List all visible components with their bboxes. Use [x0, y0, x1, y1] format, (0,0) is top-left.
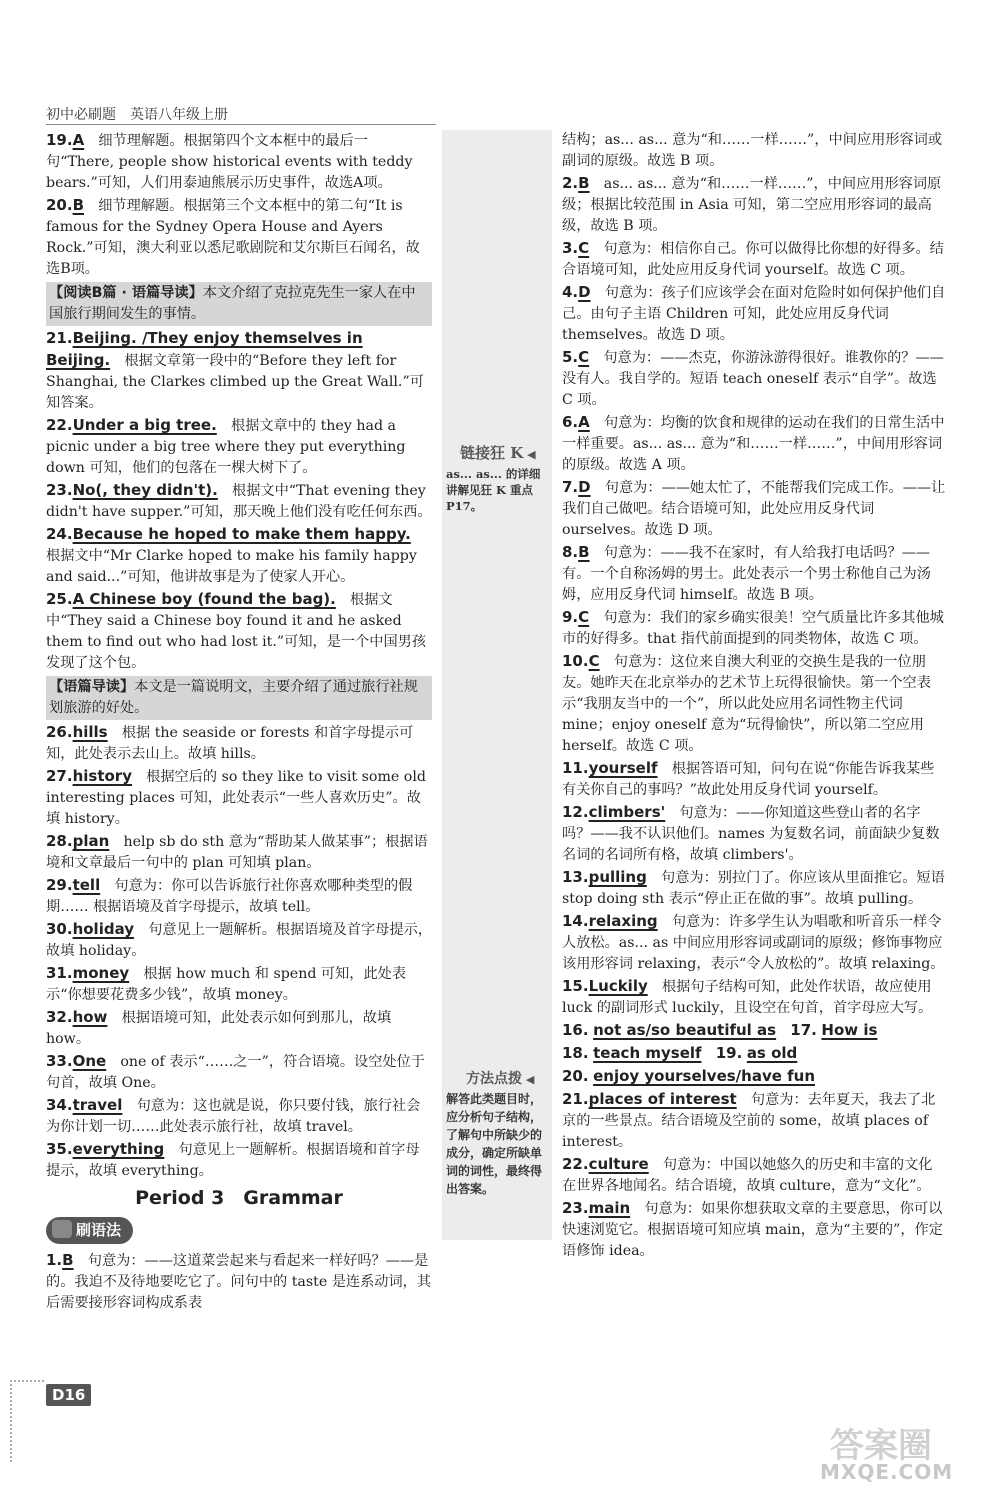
answer-entry: [46, 195, 432, 280]
side-tag-method: 方法点拨 ◀: [466, 1071, 535, 1087]
answer-key: hills: [72, 723, 108, 741]
answer-pair-row: [562, 1020, 946, 1042]
answer-entry: [562, 651, 946, 757]
answer-entry: [46, 1139, 432, 1182]
question-number: 4.: [562, 283, 579, 301]
answer-key: C: [578, 239, 590, 257]
explanation-text: 根据答语可知，问句在说“你能告诉我某些有关你自己的事吗？”故此处用反身代词 yourself。: [562, 761, 935, 798]
side-tag-link: 链接狂 K ◀: [460, 444, 536, 462]
grammar-badge: [46, 1217, 133, 1244]
question-number: 27.: [46, 767, 73, 785]
explanation-text: 句意为：这也就是说，你只要付钱，旅行社会为你计划一切……此处表示旅行社，故填 travel。: [46, 1098, 421, 1135]
corner-decoration: [10, 1380, 44, 1462]
answer-key: How is: [821, 1021, 878, 1039]
answer-pairs: [562, 1020, 946, 1088]
running-header: 初中必刷题 英语八年级上册: [46, 107, 228, 123]
answer-entry: [562, 238, 946, 281]
explanation-text: 句意为：许多学生认为唱歌和听音乐一样令人放松。as... as 中间应用形容词或副词的原级；修饰事物应该用形容词 relaxing，表示“令人放松的”。故填 relaxing。: [562, 914, 945, 972]
explanation-text: 根据语境可知，此处表示如何到那儿，故填 how。: [46, 1010, 392, 1047]
question-number: 3.: [562, 239, 579, 257]
answer-entry: [46, 589, 432, 674]
answer-key: climbers': [588, 803, 666, 821]
answer-key: places of interest: [588, 1090, 737, 1108]
answer-entry: [46, 480, 432, 523]
right-column: [562, 130, 946, 1263]
answer-list-1: [46, 130, 432, 280]
answer-entry: [46, 1007, 432, 1050]
answer-key: tell: [72, 876, 101, 894]
question-number: 15.: [562, 977, 589, 995]
answer-key: culture: [588, 1155, 649, 1173]
answer-key: history: [72, 767, 132, 785]
answer-entry: [562, 1154, 946, 1197]
answer-key: B: [578, 174, 590, 192]
question-number: 9.: [562, 608, 579, 626]
section-guide-text: 本文是一篇说明文，主要介绍了通过旅行社规划旅游的好处。: [49, 679, 418, 716]
left-column: [46, 130, 432, 1315]
answer-pair-row: [562, 1043, 946, 1065]
question-number: 2.: [562, 174, 579, 192]
question-number: 11.: [562, 759, 589, 777]
answer-entry: [46, 1095, 432, 1138]
answer-entry: [46, 130, 432, 194]
answer-key: Luckily: [588, 977, 648, 995]
answer-entry: [562, 1089, 946, 1153]
section-guide-c: [46, 676, 432, 720]
question-number: 31.: [46, 964, 73, 982]
question-number: 24.: [46, 525, 73, 543]
answer-entry: [562, 542, 946, 606]
answer-entry: [46, 1051, 432, 1094]
explanation-text: 句意为：——你知道这些登山者的名字吗？——我不认识他们。names 为复数名词，前面缺少复数名词的名词所有格，故填 climbers'。: [562, 805, 940, 863]
question-number: 8.: [562, 543, 579, 561]
explanation-text: 根据 the seaside or forests 和首字母提示可知，此处表示去山上。故填 hills。: [46, 725, 414, 762]
explanation-text: 句意见上一题解析。根据语境及首字母提示，故填 holiday。: [46, 922, 432, 959]
answer-entry: [562, 282, 946, 346]
arrow-icon: ◀: [522, 1073, 535, 1086]
question-number: 32.: [46, 1008, 73, 1026]
explanation-text: as... as... 意为“和……一样……”，中间应用形容词原级；根据比较范围 in Asia 可知，第二空应用形容词的最高级，故选 B 项。: [562, 176, 942, 234]
answer-key: relaxing: [588, 912, 658, 930]
section-guide-b: [46, 282, 432, 326]
answer-key: C: [588, 652, 600, 670]
explanation-text: 根据文中“They said a Chinese boy found it and he asked them to find out who had lost it.”可知，是一个中国男孩发现了这个包。: [46, 592, 427, 671]
answer-entry: [46, 328, 432, 414]
question-number: 19.: [715, 1044, 743, 1062]
explanation-text: 根据文章中的 they had a picnic under a big tree where they put everything down 可知，他们的包落在一棵大树下了。: [46, 418, 406, 476]
answer-entry: [562, 911, 946, 975]
answer-entry: [562, 802, 946, 866]
answer-entry: [46, 831, 432, 874]
question-number: 16.: [562, 1021, 589, 1039]
book-icon: [52, 1220, 72, 1238]
answer-entry: [46, 722, 432, 765]
question-number: 12.: [562, 803, 589, 821]
explanation-text: 句意为：如果你想获取文章的主要意思，你可以快速浏览它。根据语境可知应填 main，意为“主要的”，作定语修饰 idea。: [562, 1201, 943, 1259]
answer-key: A Chinese boy (found the bag).: [72, 590, 336, 608]
explanation-text: 句意为：——我不在家时，有人给我打电话吗？——有。一个自称汤姆的男士。此处表示一个男士称他自己为汤姆，应用反身代词 himself。故选 B 项。: [562, 545, 931, 603]
answer-key: enjoy yourselves/have fun: [593, 1067, 816, 1085]
answer-entry: [46, 963, 432, 1006]
explanation-text: one of 表示“……之一”，符合语境。设空处位于句首，故填 One。: [46, 1054, 425, 1091]
question-number: 35.: [46, 1140, 73, 1158]
answer-entry: [46, 919, 432, 962]
answer-key: No(, they didn't).: [72, 481, 218, 499]
question-number: 34.: [46, 1096, 73, 1114]
answer-entry: [562, 607, 946, 650]
answer-key: C: [578, 608, 590, 626]
question-number: 21.: [46, 329, 73, 347]
question-number: 13.: [562, 868, 589, 886]
question-number: 25.: [46, 590, 73, 608]
question-number: 23.: [46, 481, 73, 499]
explanation-text: 句意为：——她太忙了，不能帮我们完成工作。——让我们自己做吧。结合语境可知，此处应用反身代词 ourselves。故选 D 项。: [562, 480, 946, 538]
answer-list-right-2: [562, 1089, 946, 1262]
answer-list-2: [46, 328, 432, 674]
answer-key: how: [72, 1008, 108, 1026]
watermark-url: MXQE.COM: [820, 1460, 954, 1484]
question-number: 23.: [562, 1199, 589, 1217]
question-number: 19.: [46, 131, 73, 149]
answer-key: D: [578, 283, 591, 301]
answer-key: Under a big tree.: [72, 416, 217, 434]
answer-entry: [562, 1198, 946, 1262]
answer-key: D: [578, 478, 591, 496]
section-guide-text: 本文介绍了克拉克先生一家人在中国旅行期间发生的事情。: [49, 285, 416, 322]
explanation-text: 句意为：别拉门了。你应该从里面推它。短语 stop doing sth 表示“停止正在做的事”。故填 pulling。: [562, 870, 945, 907]
side-note-method: 解答此类题目时，应分析句子结构，了解句中所缺少的成分，确定所缺单词的词性，最终得出答案。: [446, 1092, 543, 1196]
answer-entry: [46, 1250, 432, 1314]
question-number: 26.: [46, 723, 73, 741]
answer-entry: [46, 766, 432, 830]
explanation-text: 根据文中“That evening they didn't have supper.”可知，那天晚上他们没有吃任何东西。: [46, 483, 432, 520]
answer-key: B: [72, 196, 85, 214]
watermark-logo: 答案圈: [830, 1426, 932, 1466]
arrow-icon: ◀: [523, 448, 536, 461]
explanation-text: 结构；as... as... 意为“和……一样……”，中间应用形容词或副词的原级。故选 B 项。: [562, 132, 943, 169]
period-title: Period 3 Grammar: [135, 1187, 343, 1209]
answer-key: One: [72, 1052, 107, 1070]
answer-entry: [562, 347, 946, 411]
answer-entry: [562, 867, 946, 910]
answer-entry: [46, 524, 432, 588]
answer-key: plan: [72, 832, 110, 850]
answer-key: Because he hoped to make them happy.: [72, 525, 411, 543]
question-number: 6.: [562, 413, 579, 431]
question-number: 17.: [790, 1021, 817, 1039]
answer-pair-row: [562, 1066, 946, 1088]
answer-key: Beijing. /They enjoy themselves in Beijing.: [46, 329, 363, 369]
explanation-text: 细节理解题。根据第三个文本框中的第二句“It is famous for the Sydney Opera House and Ayers Rock.”可知，澳大利亚以悉尼歌剧院和艾尔斯巨石闻名，故选B项。: [46, 198, 420, 277]
answer-key: yourself: [588, 759, 658, 777]
answer-key: travel: [72, 1096, 123, 1114]
answer-key: B: [578, 543, 590, 561]
section-guide-label: 【阅读B篇 · 语篇导读】: [49, 285, 203, 301]
explanation-text: 根据文章第一段中的“Before they left for Shanghai, the Clarkes climbed up the Great Wall.”可知答案。: [46, 353, 424, 411]
answer-entry: [46, 875, 432, 918]
answer-entry: [562, 412, 946, 476]
explanation-text: 根据空后的 so they like to visit some old interesting places 可知，此处表示“一些人喜欢历史”。故填 history。: [46, 769, 426, 827]
answer-list-3: [46, 722, 432, 1182]
question-number: 28.: [46, 832, 73, 850]
explanation-text: 句意为：你可以告诉旅行社你喜欢哪种类型的假期…… 根据语境及首字母提示，故填 tell。: [46, 878, 413, 915]
answer-key: A: [578, 413, 590, 431]
answer-list-right-1: [562, 130, 946, 1019]
question-number: 1.: [46, 1251, 63, 1269]
explanation-text: 句意为：去年夏天，我去了北京的一些景点。结合语境及空前的 some，故填 places of interest。: [562, 1092, 936, 1150]
answer-entry: [562, 758, 946, 801]
section-guide-label: 【语篇导读】: [49, 679, 135, 695]
explanation-text: help sb do sth 意为“帮助某人做某事”；根据语境和文章最后一句中的 plan 可知填 plan。: [46, 834, 428, 871]
answer-key: teach myself: [593, 1044, 702, 1062]
explanation-text: 句意为：均衡的饮食和规律的运动在我们的日常生活中一样重要。as... as... 意为“和……一样……”，中间用形容词的原级。故选 A 项。: [562, 415, 945, 473]
explanation-text: 句意为：——杰克，你游泳游得很好。谁教你的？——没有人。我自学的。短语 teach oneself 表示“自学”。故选 C 项。: [562, 350, 944, 408]
question-number: 33.: [46, 1052, 73, 1070]
explanation-text: 句意为：我们的家乡确实很美！空气质量比许多其他城市的好得多。that 指代前面提到的同类物体，故选 C 项。: [562, 610, 944, 647]
side-note-link: as... as... 的详细讲解见狂 K 重点 P17。: [446, 467, 541, 513]
explanation-text: 句意为：这位来自澳大利亚的交换生是我的一位朋友。她昨天在北京举办的艺术节上玩得很愉快。第一个空表示“我朋友当中的一个”，所以此处应用名词性物主代词 mine；enjoy oneself 意为“玩得愉快”，所以第二空应用 herself。故选 C 项。: [562, 654, 931, 754]
explanation-text: 细节理解题。根据第四个文本框中的最后一句“There, people show historical events with teddy bears.”可知，人们用泰迪熊展示历史事件，故选A项。: [46, 133, 413, 191]
question-number: 7.: [562, 478, 579, 496]
answer-list-4: [46, 1250, 432, 1314]
explanation-text: 句意为：相信你自己。你可以做得比你想的好得多。结合语境可知，此处应用反身代词 yourself。故选 C 项。: [562, 241, 944, 278]
question-number: 22.: [562, 1155, 589, 1173]
question-number: 20.: [46, 196, 73, 214]
answer-key: C: [578, 348, 590, 366]
question-number: 10.: [562, 652, 589, 670]
answer-key: everything: [72, 1140, 165, 1158]
answer-key: money: [72, 964, 130, 982]
explanation-text: 句意为：——这道菜尝起来与看起来一样好吗？——是的。我迫不及待地要吃它了。问句中的 taste 是连系动词，其后需要接形容词构成系表: [46, 1253, 432, 1311]
question-number: 14.: [562, 912, 589, 930]
question-number: 5.: [562, 348, 579, 366]
question-number: 29.: [46, 876, 73, 894]
answer-key: A: [72, 131, 85, 149]
answer-entry: [562, 976, 946, 1019]
explanation-text: 根据句子结构可知，此处作状语，故应使用 luck 的副词形式 luckily，且设空在句首，首字母应大写。: [562, 979, 933, 1016]
header-rule: [46, 124, 436, 125]
explanation-text: 句意为：中国以她悠久的历史和丰富的文化在世界各地闻名。结合语境，故填 culture，意为“文化”。: [562, 1157, 933, 1194]
answer-entry: [562, 173, 946, 237]
answer-entry: [46, 415, 432, 479]
answer-entry: [562, 130, 946, 172]
explanation-text: 句意见上一题解析。根据语境和首字母提示，故填 everything。: [46, 1142, 420, 1179]
page-number: D16: [46, 1384, 91, 1406]
question-number: 21.: [562, 1090, 589, 1108]
explanation-text: 根据 how much 和 spend 可知，此处表示“你想要花费多少钱”，故填 money。: [46, 966, 407, 1003]
answer-key: main: [588, 1199, 631, 1217]
answer-key: B: [62, 1251, 74, 1269]
answer-key: as old: [746, 1044, 798, 1062]
answer-key: holiday: [72, 920, 135, 938]
answer-entry: [562, 477, 946, 541]
question-number: 20.: [562, 1067, 589, 1085]
answer-key: pulling: [588, 868, 647, 886]
answer-key: not as/so beautiful as: [593, 1021, 777, 1039]
question-number: 30.: [46, 920, 73, 938]
question-number: 22.: [46, 416, 73, 434]
grammar-badge-label: 刷语法: [76, 1221, 122, 1239]
explanation-text: 根据文中“Mr Clarke hoped to make his family happy and said...”可知，他讲故事是为了使家人开心。: [46, 548, 417, 585]
question-number: 18.: [562, 1044, 589, 1062]
explanation-text: 句意为：孩子们应该学会在面对危险时如何保护他们自己。由句子主语 Children 可知，此处应用反身代词 themselves。故选 D 项。: [562, 285, 946, 343]
